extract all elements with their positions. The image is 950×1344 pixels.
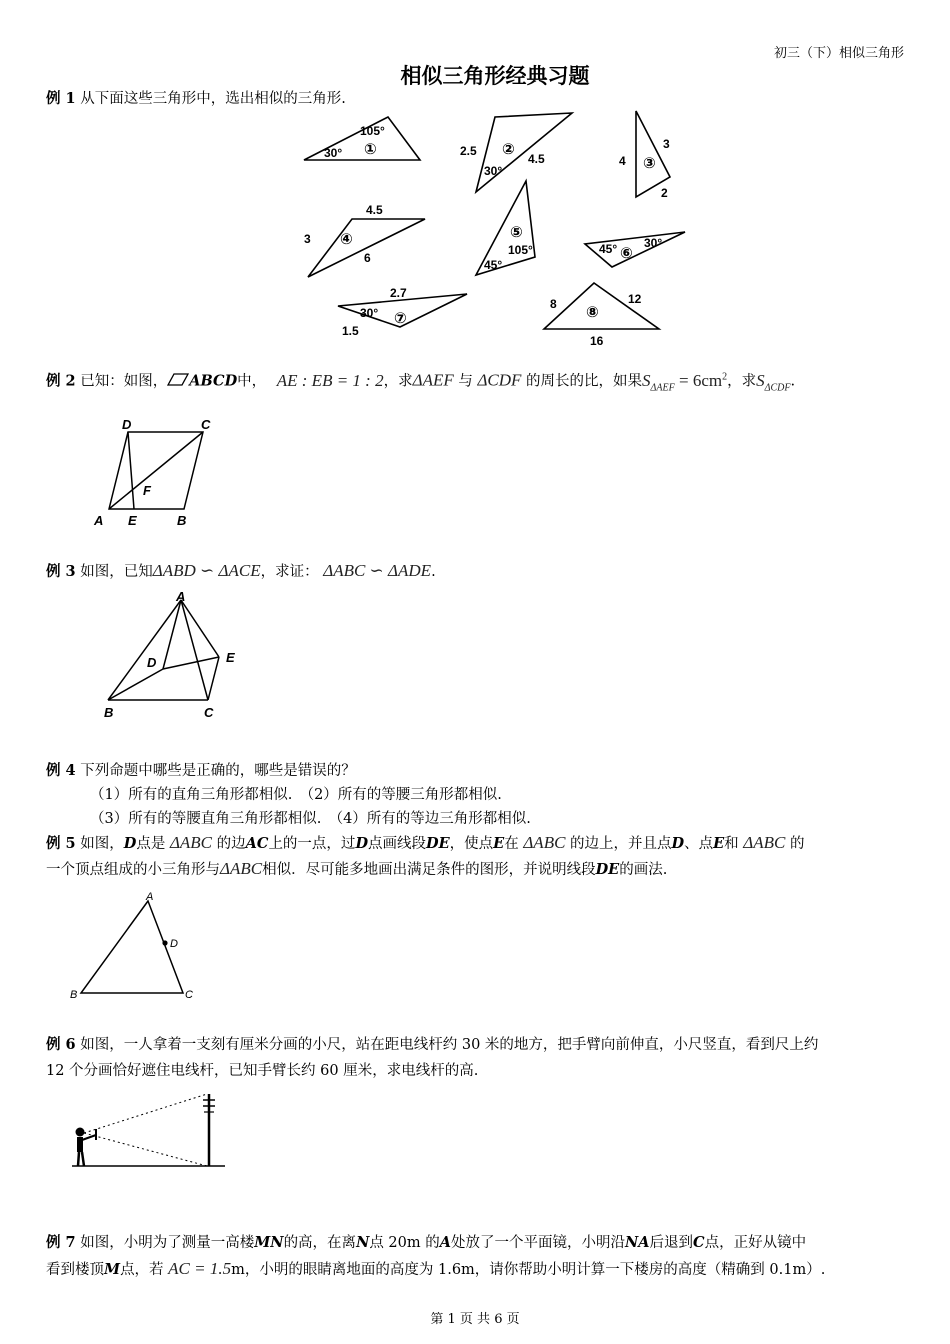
example-5-label: 例 5 [46, 835, 76, 852]
t1-angle-b: 105° [360, 124, 385, 138]
text: C [693, 1234, 705, 1251]
t7-angle: 30° [360, 306, 379, 320]
text: 点，正好从镜中 [704, 1235, 807, 1251]
t2-angle: 30° [484, 164, 503, 178]
point-c-label: C [201, 417, 211, 432]
text: 和 [724, 836, 739, 852]
text: E [493, 835, 505, 852]
text: 处放了一个平面镜，小明沿 [451, 1235, 626, 1251]
parallelogram-icon [167, 374, 189, 390]
t2-side-b: 4.5 [528, 152, 545, 166]
text: 后退到 [649, 1235, 694, 1251]
triangle-8 [544, 283, 659, 329]
example-2-area-cdf [756, 370, 791, 394]
t2-side-a: 2.5 [460, 144, 477, 158]
example-2-triangle-aef: ΔAEF [412, 370, 454, 390]
example-2-text-6: ，求 [727, 373, 757, 390]
area2-symbol: S [756, 370, 765, 390]
t4-side-a: 4.5 [366, 203, 383, 217]
example-6-text-1: 如图，一人拿着一支刻有厘米分画的小尺，站在距电线杆约 30 米的地方，把手臂向前伸直，小尺竖直，看到尺上约 [80, 1037, 819, 1053]
text: AC [245, 835, 269, 852]
t3-side-a: 4 [619, 154, 626, 168]
text: 如图，小明为了测量一高楼 [80, 1235, 255, 1251]
page-title: 相似三角形经典习题 [400, 63, 590, 88]
t5-angle-b: 45° [484, 258, 503, 272]
example-5-line-2 [46, 856, 904, 883]
example-2-label: 例 2 [46, 372, 76, 390]
example-2-parallelogram: ABCD [189, 372, 238, 390]
example-1-figure [290, 105, 710, 350]
example-2-ratio: AE : EB = 1 : 2 [276, 370, 384, 390]
example-5-figure [66, 888, 206, 1003]
text: 的边上，并且点 [570, 836, 672, 852]
t2-number: ② [502, 141, 515, 158]
text: 一个顶点组成的小三角形与 [46, 862, 220, 878]
text: 的画法. [619, 862, 668, 878]
t4-side-b: 3 [304, 232, 311, 246]
t8-side-c: 16 [590, 334, 604, 348]
example-3-text-1: 如图，已知 [80, 564, 153, 580]
example-2-text-7: . [790, 373, 796, 390]
t3-side-c: 2 [661, 186, 668, 200]
example-6-line-2: 12 个分画恰好遮住电线杆，已知手臂长约 60 厘米，求电线杆的高. [46, 1063, 479, 1079]
text: 的高，在离 [283, 1235, 357, 1251]
text: 在 [504, 836, 519, 852]
area-superscript: 2 [722, 371, 728, 382]
t8-side-b: 12 [628, 292, 642, 306]
point-a-label: A [146, 891, 154, 903]
text: 点画线段 [368, 836, 427, 852]
point-d-dot [162, 940, 167, 945]
t3-number: ③ [643, 155, 656, 172]
point-d-label: D [170, 938, 178, 950]
point-b-label: B [70, 989, 78, 1001]
example-3-label: 例 3 [46, 563, 76, 580]
text: 点 20m 的 [369, 1235, 440, 1251]
text: DE [595, 861, 620, 878]
math: ΔABC [523, 833, 566, 852]
example-2 [46, 364, 904, 401]
math: ΔABC [169, 833, 213, 852]
text: D [671, 835, 685, 852]
page-header: 初三（下）相似三角形 [773, 46, 904, 61]
example-4 [46, 758, 904, 784]
example-3-prove: ΔABC ∽ ΔADE [323, 561, 432, 580]
text: m，小明的眼睛离地面的高度为 1.6m，请你帮助小明计算一下楼房的高度（精确到 0.1m）. [231, 1262, 826, 1278]
point-a-label: A [94, 513, 104, 528]
point-c-label: C [185, 989, 193, 1001]
example-2-area-aef [642, 370, 728, 394]
area-subscript: ΔAEF [650, 382, 675, 394]
example-4-label: 例 4 [46, 762, 76, 779]
point-a-label: A [176, 589, 186, 604]
t6-angle-b: 30° [644, 236, 663, 250]
example-3-text-3: . [431, 564, 436, 580]
text: 的边 [216, 836, 246, 852]
t1-number: ① [364, 141, 377, 158]
example-1-label: 例 1 [46, 90, 76, 107]
triangle-3 [636, 111, 670, 197]
example-2-triangle-cdf: ΔCDF [477, 370, 522, 390]
t4-number: ④ [340, 231, 353, 248]
point-c-label: C [204, 705, 214, 720]
example-2-text-5: 的周长的比，如果 [526, 373, 643, 390]
example-2-text-4: 与 [458, 373, 473, 390]
example-6-line-1 [46, 1032, 904, 1058]
text: 相似．尽可能多地画出满足条件的图形，并说明线段 [262, 862, 596, 878]
example-3-text-2: ，求证： [260, 564, 319, 580]
text: 点是 [136, 836, 166, 852]
t7-number: ⑦ [394, 310, 407, 327]
area2-subscript: ΔCDF [764, 382, 791, 394]
sight-lines [84, 1094, 207, 1166]
text: D [355, 835, 369, 852]
area-symbol: S [642, 370, 651, 390]
t5-number: ⑤ [510, 224, 523, 241]
t4-side-c: 6 [364, 251, 371, 265]
example-3 [46, 558, 904, 585]
text: ，使点 [449, 836, 494, 852]
text: 的 [789, 836, 805, 852]
text: N [356, 1234, 370, 1251]
t5-angle-a: 105° [508, 243, 533, 257]
point-e-label: E [226, 650, 235, 665]
t3-side-b: 3 [663, 137, 670, 151]
triangle-2 [476, 113, 572, 192]
text: 上的一点，过 [268, 836, 356, 852]
point-d-label: D [147, 655, 157, 670]
t8-number: ⑧ [586, 304, 599, 321]
point-f-label: F [143, 483, 151, 498]
t8-side-a: 8 [550, 297, 557, 311]
example-2-figure [88, 412, 228, 534]
t7-side-a: 2.7 [390, 286, 407, 300]
t1-angle-a: 30° [324, 146, 343, 160]
example-4-text: 下列命题中哪些是正确的，哪些是错误的？ [80, 763, 356, 779]
example-3-given: ΔABD ∽ ΔACE [152, 561, 261, 580]
triangle-4 [308, 219, 425, 277]
text: MN [254, 1234, 284, 1251]
t6-angle-a: 45° [599, 242, 618, 256]
area-value: = 6cm [674, 370, 723, 390]
example-6-figure [70, 1088, 230, 1170]
text: A [439, 1234, 452, 1251]
point-e-label: E [128, 513, 137, 528]
utility-pole-icon [203, 1094, 215, 1166]
text: 看到楼顶 [46, 1262, 104, 1278]
text: DE [426, 835, 450, 852]
t7-side-b: 1.5 [342, 324, 359, 338]
text: M [104, 1261, 121, 1278]
page-footer: 第 1 页 共 6 页 [430, 1312, 520, 1327]
example-2-text-1: 已知：如图， [80, 373, 168, 390]
point-b-label: B [104, 705, 114, 720]
example-6-label: 例 6 [46, 1036, 76, 1053]
text: 如图， [80, 836, 124, 852]
text: NA [625, 1234, 650, 1251]
example-2-text-3: ，求 [383, 373, 413, 390]
example-5-line-1 [46, 830, 904, 857]
math: ΔABC [220, 859, 263, 878]
text: D [123, 835, 137, 852]
math: ΔABC [743, 833, 786, 852]
text: 点，若 [120, 1262, 164, 1278]
example-7-label: 例 7 [46, 1234, 76, 1251]
example-4-items-1: （1）所有的直角三角形都相似. （2）所有的等腰三角形都相似. [90, 787, 502, 803]
math: AC = 1.5 [168, 1259, 232, 1278]
example-7-line-2 [46, 1256, 904, 1283]
text: 、点 [684, 836, 714, 852]
point-b-label: B [177, 513, 187, 528]
example-3-figure [96, 588, 246, 723]
example-4-items-2: （3）所有的等腰直角三角形都相似. （4）所有的等边三角形都相似. [90, 811, 531, 827]
example-2-text-2: 中， [237, 373, 267, 390]
example-1-text: 从下面这些三角形中，选出相似的三角形. [80, 91, 346, 107]
point-d-label: D [122, 417, 132, 432]
example-7-line-1 [46, 1230, 904, 1256]
t6-number: ⑥ [620, 245, 633, 262]
text: E [713, 835, 725, 852]
